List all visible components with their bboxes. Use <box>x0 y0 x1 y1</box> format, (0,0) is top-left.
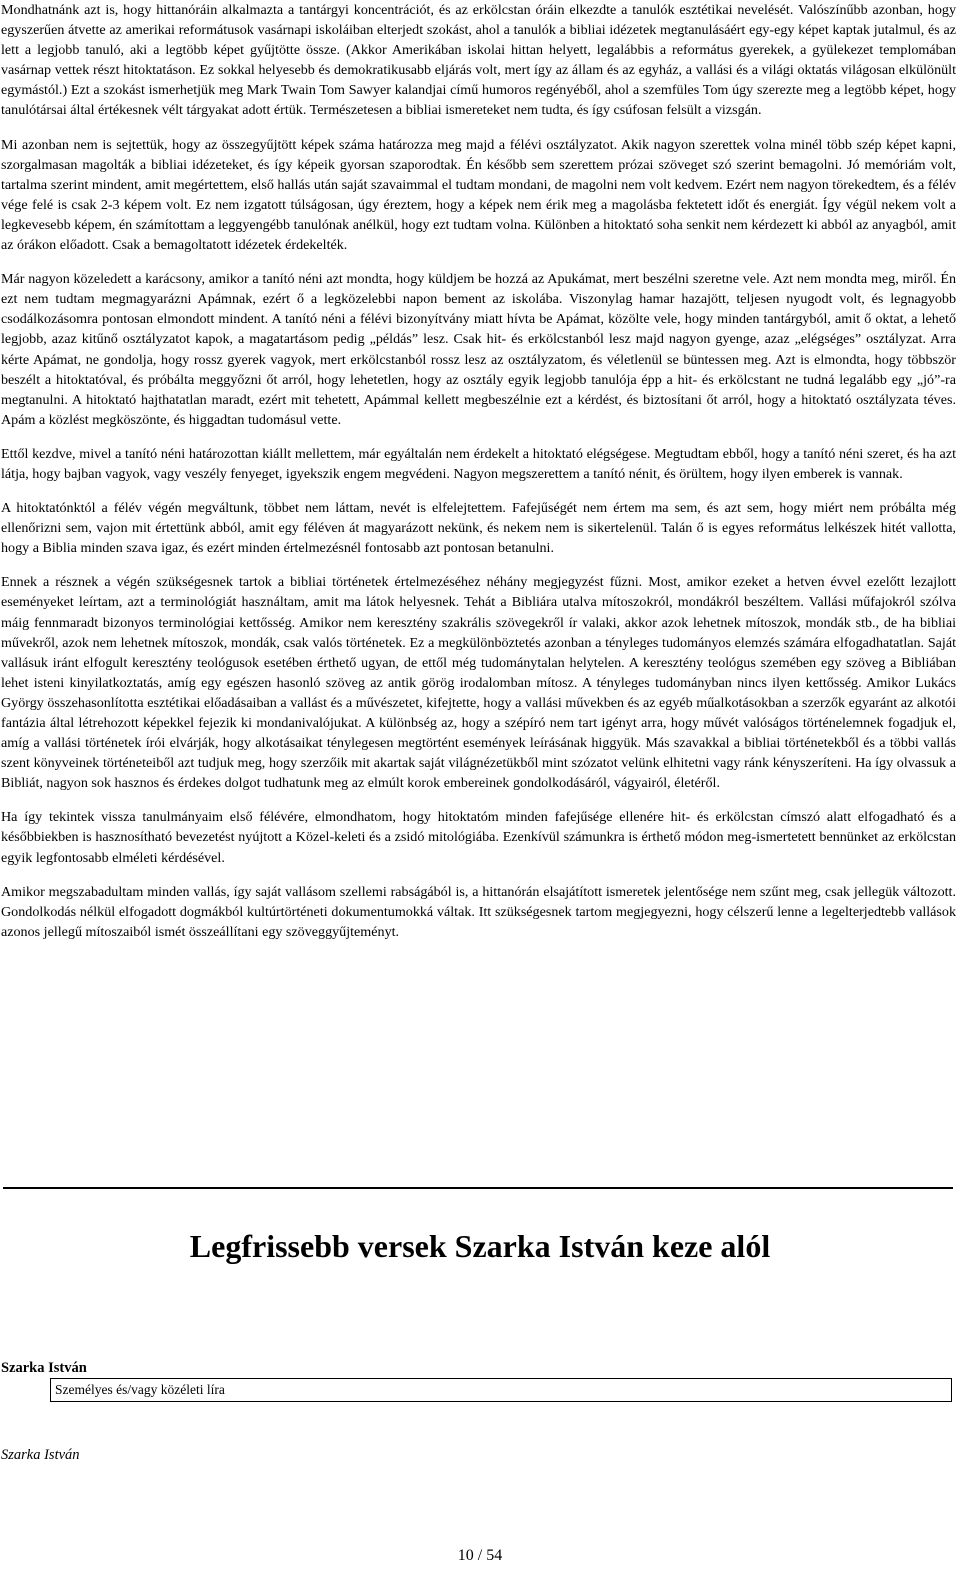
poem-category-box <box>50 1378 952 1402</box>
poem-signature: Szarka István <box>1 1447 80 1463</box>
article-paragraph: Ennek a résznek a végén szükségesnek tartok a bibliai történetek értelmezéséhez néhány megjegyzést fűzni. Most, amikor ezeket a hetven évvel ezelőtt lezajlott eseményeket leírtam, azt a terminológiát használtam, amit ma látok helyesnek. Tehát a Bibliára utalva mítoszokról, mondákról beszéltem. Vallási műfajokról szólva máig fennmaradt bizonyos terminológiai kettősség. Amikor nem keresztény szakrális szövegekről ír valaki, akkor azok lehetnek mítoszok, mondák stb., de ha bibliai művekről, azok nem lehetnek mítoszok, mondák, csak valós történetek. Ez a megkülönböztetés azonban a tényleges tudományos elemzés számára elfogadhatatlan. Saját vallásuk iránt elfogult keresztény teológusok esetében érthető ugyan, de ettől még tudománytalan helytelen. A keresztény teológus szemében egy szöveg a Bibliában lehet isteni kinyilatkoztatás, amíg egy egészen hasonló szöveg az antik görög irodalomban mítosz. A tényleges tudományban nincs ilyen kettősség. Amikor Lukács György összehasonlította esztétikai előadásaiban a vallást és a művészetet, kifejtette, hogy a vallási művekben és az egyéb műalkotásokban a szerzők egyaránt az alkotói fantázia által létrehozott képekkel fejezik ki mondanivalójukat. A különbség az, hogy a szépíró nem tart igényt arra, hogy művét valóságos történelemnek fogadjuk el, amíg a vallási történetek írói elvárják, hogy alkotásaikat ténylegesen megtörtént események leírásának higgyük. Más szavakkal a bibliai történetekből és a többi vallás szent könyveinek történeteiből azt tudjuk meg, hogy szerzőik mit akartak saját világnézetükből mint szózatot velünk elhitetni vagy ránk kényszeríteni. Ha így olvassuk a Bibliát, nagyon sok hasznos és érdekes dolgot tudhatunk meg az elmúlt korok embereinek gondolkodásáról, vágyairól, életéről. <box>1 574 956 792</box>
page-number: 10 / 54 <box>457 1547 503 1564</box>
article-paragraph: Ettől kezdve, mivel a tanító néni határozottan kiállt mellettem, már egyáltalán nem érdekelt a hitoktató elégségese. Megtudtam ebből, hogy a tanító néni szeret, és ha azt látja, hogy bajban vagyok, vagy veszély fenyeget, igyekszik engem megvédeni. Nagyon megszerettem a tanító nénit, és örültem, hogy ilyen emberek is vannak. <box>1 445 956 482</box>
section-divider <box>3 1187 953 1189</box>
article-paragraph: Már nagyon közeledett a karácsony, amikor a tanító néni azt mondta, hogy küldjem be hozzá az Apukámat, mert beszélni szeretne vele. Azt nem mondta meg, miről. Én ezt nem tudtam megmagyarázni Apámnak, ezért ő a legközelebbi napon bement az iskolába. Viszonylag hamar hazajött, teljesen nyugodt volt, és legnagyobb csodálkozásomra pontosan elmondott mindent. A tanító néni a félévi bizonyítvány miatt hívta be Apámat, közölte vele, hogy minden tantárgyból, amit ő oktat, a lehető legjobb, azaz kitűnő osztályzatot kapok, a magatartásom pedig „példás” lesz. Csak hit- és erkölcstanból lesz majd nagyon gyenge, azaz „elégséges” osztályzat. Arra kérte Apámat, ne gondolja, hogy rossz gyerek vagyok, mert erkölcstanból rossz lesz az osztályzatom, és véletlenül se büntessen meg. Azt is elmondta, hogy többször beszélt a hitoktatóval, és próbálta meggyőzni őt arról, hogy lehetetlen, hogy az osztály egyik legjobb tanulója épp a hit- és erkölcstant ne tudná legalább egy „jó”-ra megtanulni. A hitoktató hajthatatlan maradt, ezért mit tehetett, Apámmal kellett megbeszélnie ezt a kérdést, és biztosítani őt arról, hogy a hitoktató osztályzata téves. Apám a közlést megköszönte, és higgadtan tudomásul vette. <box>1 271 956 428</box>
poem-category: Személyes és/vagy közéleti líra <box>55 1382 225 1397</box>
article-paragraph: Ha így tekintek vissza tanulmányaim első félévére, elmondhatom, hogy hitoktatóm minden fafejűsége ellenére hit- és erkölcstan címszó alatt elfogadható és a későbbiekben is hasznosítható bevezetést nyújtott a Közel-keleti és a zsidó mitológiába. Ezenkívül számunkra is érthető módon meg-ismertetett bennünket az erkölcstan egyik legfontosabb elméleti kérdésével. <box>1 809 956 866</box>
section-title: Legfrissebb versek Szarka István keze alól <box>189 1228 771 1264</box>
article-paragraph: Mondhatnánk azt is, hogy hittanóráin alkalmazta a tantárgyi koncentrációt, és az erkölcstan óráin elkezdte a tanulók esztétikai nevelését. Valószínűbb azonban, hogy egyszerűen átvette az amerikai reformátusok vasárnapi iskoláiban elterjedt szokást, ahol a tanulók a bibliai idézetek megtanulásáért egy-egy képet kaptak jutalmul, és az lett a legjobb tanuló, aki a legtöbb képet gyűjtötte össze. (Akkor Amerikában iskolai hittan helyett, legalábbis a református gyerekek, a gyülekezet templomában vasárnap vettek részt hitoktatáson. Ez sokkal helyesebb és demokratikusabb eljárás volt, mert így az állam és az egyház, a vallási és a világi oktatás világosan elkülönült egymástól.) Ezt a szokást ismerhetjük meg Mark Twain Tom Sawyer kalandjai című humoros regényéből, ahol a szemfüles Tom úgy szerezte meg a legtöbb képet, hogy tanulótársai által értékesnek vélt tárgyakat adott értük. Természetesen a bibliai ismereteket nem tudta, és így csúfosan felsült a vizsgán. <box>1 2 956 119</box>
article-paragraph: Amikor megszabadultam minden vallás, így saját vallásom szellemi rabságából is, a hittanórán elsajátított ismeretek jelentősége nem szűnt meg, csak jellegük változott. Gondolkodás nélkül elfogadott dogmákból kultúrtörténeti dokumentumokká váltak. Itt szükségesnek tartom megjegyezni, hogy célszerű lenne a legelterjedtebb vallások azonos jellegű mítoszaiból ismét összeállítani egy szöveggyűjteményt. <box>1 883 956 940</box>
poem-author: Szarka István <box>1 1360 87 1376</box>
article-paragraph: A hitoktatónktól a félév végén megváltunk, többet nem láttam, nevét is elfelejtettem. Fafejűségét nem értem ma sem, és azt sem, hogy miért nem próbálta még ellenőrizni sem, vajon mit értettünk abból, amit egy féléven át magyarázott nekünk, és nekem nem is sikertelenül. Talán ő is egyes református lelkészek hitét vallotta, hogy a Biblia minden szava igaz, és ezért minden értelmezésnél fontosabb azt pontosan betanulni. <box>1 500 956 557</box>
article-body <box>1 0 956 956</box>
article-paragraph: Mi azonban nem is sejtettük, hogy az összegyűjtött képek száma határozza meg majd a félévi osztályzatot. Akik nagyon szerettek volna minél több szép képet kapni, szorgalmasan magolták a bibliai idézeteket, és így képeik gyorsan szaporodtak. Én később sem szerettem prózai szöveget szó szerint bemagolni. Jó memóriám volt, tartalma szerint mindent, amit megértettem, első hallás után saját szavaimmal el tudtam mondani, de magolni nem volt kedvem. Ezért nem nagyon törekedtem, és a félév vége felé is csak 2-3 képem volt. Ez nem izgatott túlságosan, úgy éreztem, hogy a képek nem érik meg a magolásba fektetett időt és energiát. Így végül nekem volt a legkevesebb képem, én számítottam a leggyengébb tanulónak anélkül, hogy ezt tudtam volna. Különben a hitoktató soha senkit nem kérdezett ki abból az anyagból, amit az órákon előadott. Csak a bemagoltatott idézetek érdekelték. <box>1 136 956 254</box>
